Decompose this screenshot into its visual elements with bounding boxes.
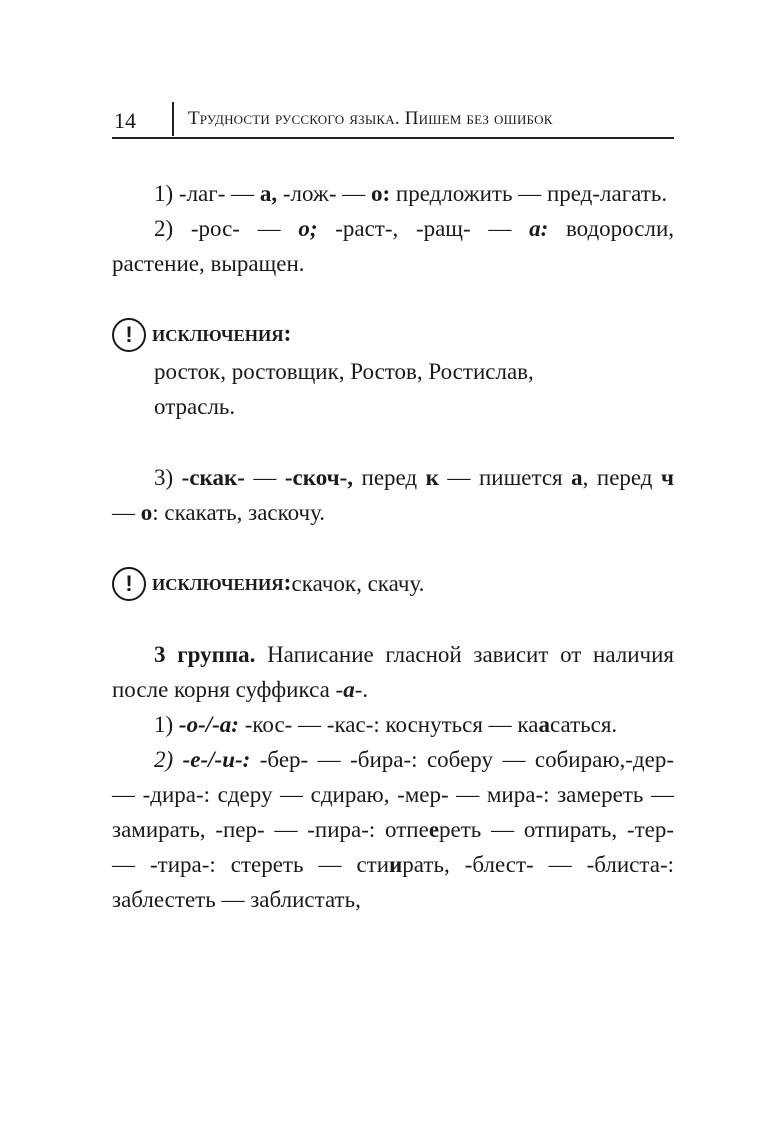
text: предложить — пред-лагать. bbox=[390, 181, 668, 206]
text: : скакать, заскочу. bbox=[152, 500, 326, 525]
text: 1) -лаг- — bbox=[154, 181, 260, 206]
bold-text: ч bbox=[661, 465, 675, 490]
exclamation-icon: ! bbox=[112, 318, 146, 352]
bold-text: -скак- bbox=[181, 465, 245, 490]
rule-ber-bira bbox=[112, 742, 674, 917]
page-header bbox=[112, 100, 674, 140]
header-rule bbox=[112, 137, 674, 139]
group-heading: 3 группа. bbox=[154, 642, 256, 667]
rule-ros-rast bbox=[112, 211, 674, 281]
rule-lag-lozh bbox=[112, 176, 674, 211]
text: рать, -блест- — -блиста-: заблестеть — заблистать, bbox=[112, 852, 675, 912]
text: -бер- — -бира-: соберу — собираю,-дер- — -дира-: сдеру — сдираю, -мер- — мира-: замереть — замирать, -пер- — -пира-: отпе bbox=[112, 747, 674, 842]
running-title: Трудности русского языка. Пишем без ошибок bbox=[188, 108, 553, 129]
italic-text: 2) bbox=[154, 747, 183, 772]
text: -лож- — bbox=[277, 181, 371, 206]
exceptions-line: отрасль. bbox=[154, 394, 236, 419]
bold-text: а bbox=[571, 465, 583, 490]
page-body bbox=[112, 176, 674, 917]
rule-kos-kas bbox=[112, 707, 674, 742]
text: -. bbox=[354, 677, 369, 702]
bold-text: и bbox=[389, 852, 403, 877]
exceptions-list-1 bbox=[154, 354, 674, 424]
bold-text: о bbox=[140, 500, 153, 525]
header-divider bbox=[172, 102, 174, 136]
rule-skak-skoch bbox=[112, 460, 674, 530]
text: 3) bbox=[154, 465, 182, 490]
text: водоросли, растение, выращен. bbox=[112, 216, 675, 276]
bold-text: а, bbox=[259, 181, 278, 206]
bold-italic-text: а: bbox=[529, 216, 549, 241]
text: реть — отпирать, -тер- — -тира-: стереть — сти bbox=[112, 817, 674, 877]
bold-italic-text: -е-/-и-: bbox=[182, 747, 251, 772]
exclamation-icon: ! bbox=[112, 567, 146, 601]
bold-text: -скоч-, bbox=[284, 465, 353, 490]
text: -раст-, -ращ- — bbox=[317, 216, 530, 241]
bold-text: к bbox=[425, 465, 439, 490]
bold-italic-text: а bbox=[343, 677, 355, 702]
exceptions-line: росток, ростовщик, Ростов, Ростислав, bbox=[154, 359, 534, 384]
text: перед bbox=[353, 465, 426, 490]
bold-italic-text: -о-/-а: bbox=[178, 712, 239, 737]
text: -кос- — -кас-: коснуться — ка bbox=[238, 712, 539, 737]
text: — bbox=[112, 500, 141, 525]
exceptions-inline-text: скачок, скачу. bbox=[291, 571, 425, 596]
exceptions-heading: исключения: bbox=[152, 570, 292, 596]
page-number: 14 bbox=[114, 108, 136, 133]
exceptions-block-1 bbox=[112, 317, 674, 352]
bold-italic-text: о; bbox=[298, 216, 318, 241]
text: — bbox=[244, 465, 285, 490]
group-3-intro bbox=[112, 637, 674, 707]
exceptions-block-2 bbox=[112, 566, 674, 601]
exceptions-heading: исключения: bbox=[152, 321, 292, 347]
text: 2) -рос- — bbox=[154, 216, 299, 241]
text: саться. bbox=[549, 712, 618, 737]
bold-text: е bbox=[428, 817, 440, 842]
text: 1) bbox=[154, 712, 179, 737]
bold-text: а bbox=[538, 712, 550, 737]
text: — пишется bbox=[438, 465, 572, 490]
bold-text: о: bbox=[370, 181, 391, 206]
text: , перед bbox=[582, 465, 662, 490]
text: Написание гласной зависит от наличия после корня суффикса - bbox=[112, 642, 674, 702]
